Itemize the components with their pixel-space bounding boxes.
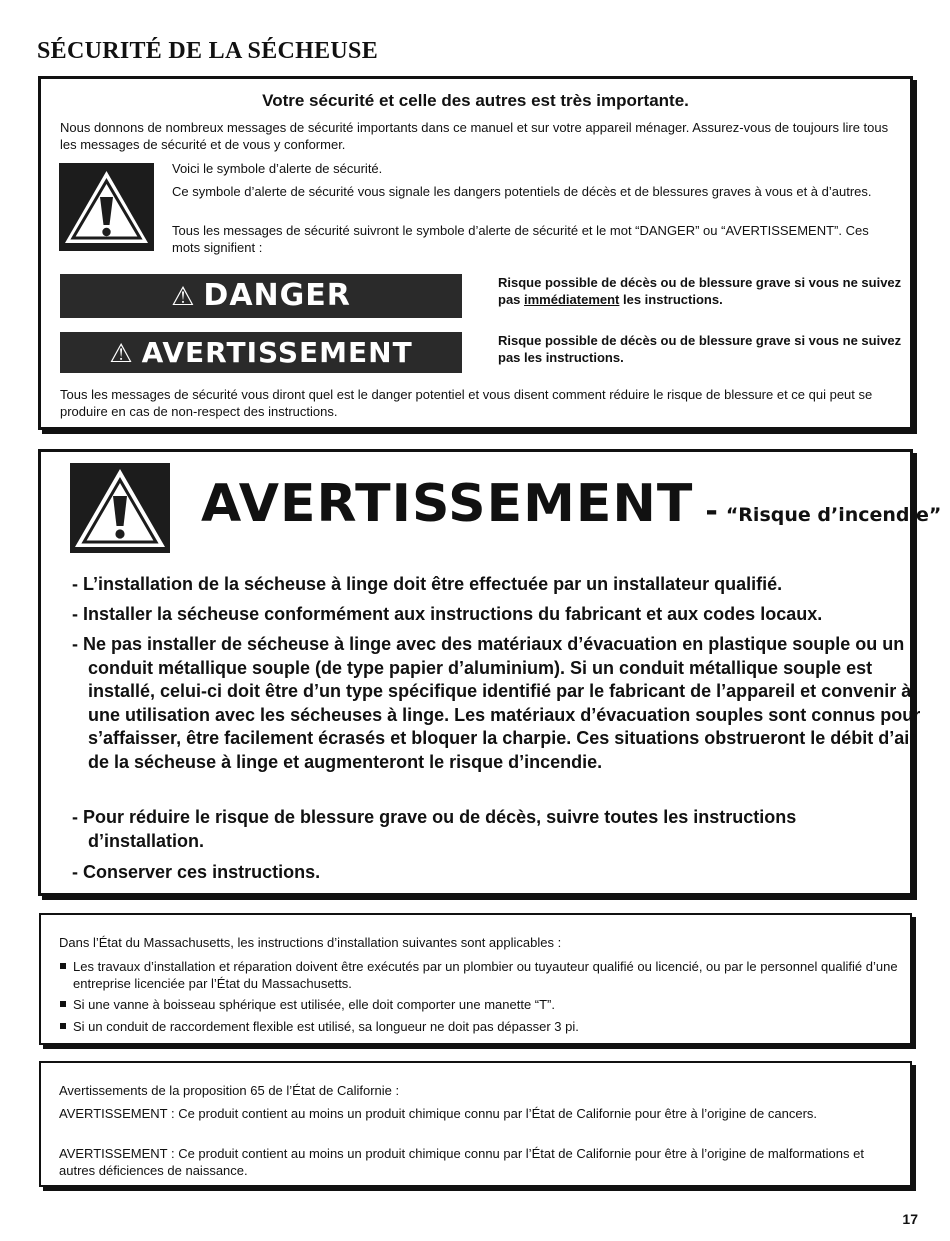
safety-box-title: Votre sécurité et celle des autres est très importante. [262,91,689,110]
fire-warning-item: - L’installation de la sécheuse à linge doit être effectuée par un installateur qualifié. [72,574,783,594]
danger-banner [60,274,462,318]
fire-risk-subheading: “Risque d’incendie” [725,504,942,526]
danger-description [498,274,908,308]
symbol-line: Voici le symbole d’alerte de sécurité. [172,161,383,176]
safety-intro: Nous donnons de nombreux messages de sécurité importants dans ce manuel et sur votre appareil ménager. Assurez-vous de toujours lire tous les messages de sécurité et de vous y conformer. [60,120,889,152]
safety-symbols-box [38,76,913,430]
warning-word: AVERTISSEMENT [201,474,694,534]
fire-warning-heading [201,474,941,534]
fire-warning-item: - Installer la sécheuse conformément aux instructions du fabricant et aux codes locaux. [72,604,823,624]
list-item: Les travaux d’installation et réparation doivent être exécutés par un plombier ou tuyauteur qualifié ou licencié, ou par le personnel qualifié d’une entreprise licenciée par l’État du Massachusetts. [59,958,903,992]
messages-description: Tous les messages de sécurité suivront le symbole d’alerte de sécurité et le mot “DANGER” ou “AVERTISSEMENT”. Ces mots signifient : [172,223,869,255]
avertissement-label: AVERTISSEMENT [141,336,413,369]
safety-alert-icon [59,163,154,251]
california-intro: Avertissements de la proposition 65 de l’État de Californie : [59,1083,400,1098]
fire-warning-item: - Pour réduire le risque de blessure grave ou de décès, suivre toutes les instructions d’installation. [72,807,797,851]
page-number: 17 [902,1211,918,1227]
avertissement-banner [60,332,462,373]
fire-warning-box [38,449,942,896]
danger-desc-part: les instructions. [619,292,723,307]
fire-warning-item: - Conserver ces instructions. [72,862,321,882]
fire-warning-item: - Ne pas installer de sécheuse à linge avec des matériaux d’évacuation en plastique souple ou un conduit métallique souple (de type papier d’aluminium). Si un conduit métallique souple est installé, celui-ci doit être d’un type spécifique identifié par le fabricant de l’appareil et convenir à une utilisation avec les sécheuses à linge. Les matériaux d’évacuation souples sont connus pour s’affaisser, être facilement écrasés et bloquer la charpie. Ces situations obstrueront le débit d’air de la sécheuse à linge et augmenteront le risque d’incendie. [72,634,921,772]
danger-label: DANGER [203,278,351,313]
safety-alert-icon [70,463,170,553]
danger-desc-emphasis: immédiatement [524,292,620,307]
california-box [39,1061,912,1187]
massachusetts-intro: Dans l’État du Massachusetts, les instructions d’installation suivantes sont applicables : [59,935,562,950]
avertissement-description: Risque possible de décès ou de blessure grave si vous ne suivez pas les instructions. [498,333,902,365]
california-warning: AVERTISSEMENT : Ce produit contient au moins un produit chimique connu par l’État de Californie pour être à l’origine de cancers. [59,1106,818,1121]
warning-triangle-icon: ⚠ [171,282,196,312]
safety-outro: Tous les messages de sécurité vous diront quel est le danger potentiel et vous disent comment réduire le risque de blessure et ce qui peut se produire en cas de non-respect des instructions. [60,387,873,419]
list-item: Si un conduit de raccordement flexible est utilisé, sa longueur ne doit pas dépasser 3 pi. [59,1018,903,1035]
warning-triangle-icon: ⚠ [109,339,134,369]
heading-separator: - [705,494,718,529]
california-warning: AVERTISSEMENT : Ce produit contient au moins un produit chimique connu par l’État de Californie pour être à l’origine de malformations et autres déficiences de naissance. [59,1146,864,1178]
list-item: Si une vanne à boisseau sphérique est utilisée, elle doit comporter une manette “T”. [59,996,903,1013]
symbol-description: Ce symbole d’alerte de sécurité vous signale les dangers potentiels de décès et de blessures graves à vous et à d’autres. [172,184,872,199]
danger-desc-part: Risque possible de décès ou de blessure grave si vous ne suivez pas [498,275,902,307]
page-title: SÉCURITÉ DE LA SÉCHEUSE [37,38,379,64]
massachusetts-box [39,913,912,1045]
